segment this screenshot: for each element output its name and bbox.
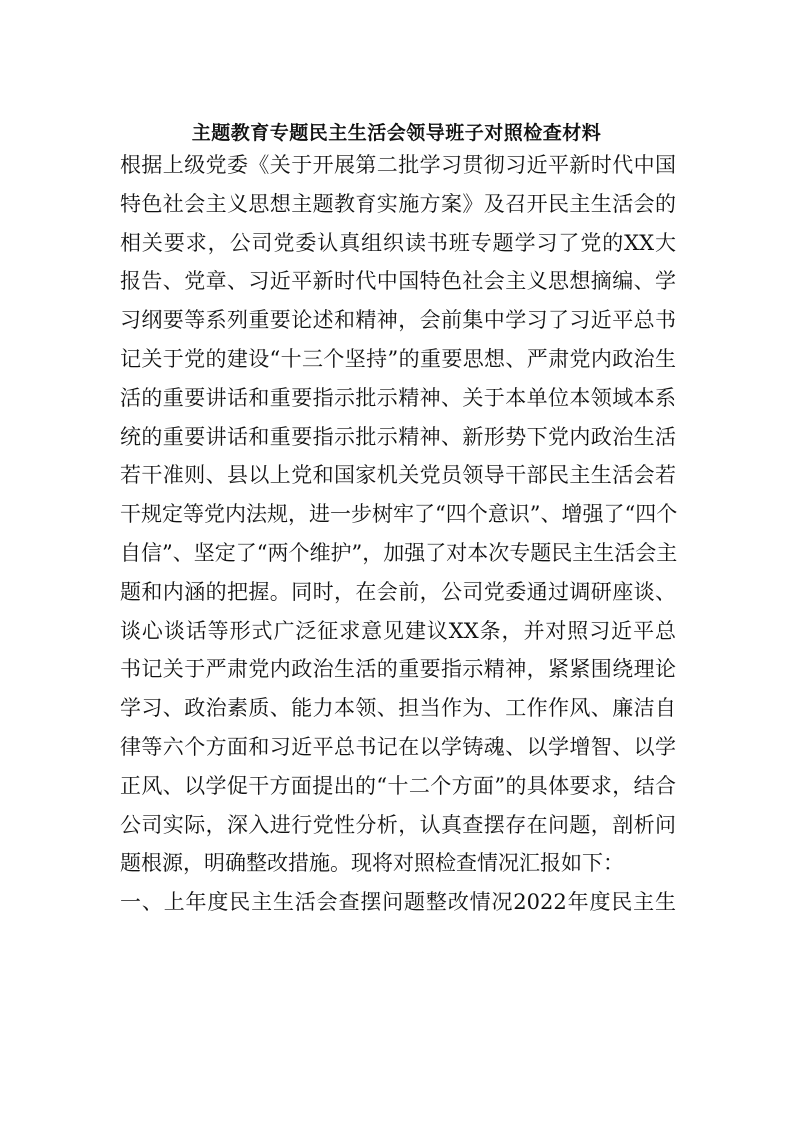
body-line: 统的重要讲话和重要指示批示精神、新形势下党内政治生活 [120, 424, 676, 449]
body-line: 特色社会主义思想主题教育实施方案》及召开民主生活会的 [120, 191, 676, 216]
body-line: 干规定等党内法规，进一步树牢了“四个意识”、增强了“四个 [120, 502, 678, 527]
body-line: 报告、党章、习近平新时代中国特色社会主义思想摘编、学 [120, 269, 676, 294]
body-line: 记关于党的建设“十三个坚持”的重要思想、严肃党内政治生 [120, 346, 676, 371]
body-line: 自信”、坚定了“两个维护”，加强了对本次专题民主生活会主 [120, 540, 678, 565]
body-line: 学习、政治素质、能力本领、担当作为、工作作风、廉洁自 [120, 696, 676, 721]
body-line: 题根源，明确整改措施。现将对照检查情况汇报如下： [120, 851, 624, 876]
body-line: 相关要求，公司党委认真组织读书班专题学习了党的XX大 [120, 230, 676, 255]
body-line: 根据上级党委《关于开展第二批学习贯彻习近平新时代中国 [120, 153, 676, 177]
document-title: 主题教育专题民主生活会领导班子对照检查材料 [191, 122, 602, 144]
body-line: 书记关于严肃党内政治生活的重要指示精神，紧紧围绕理论 [120, 657, 676, 682]
body-line: 公司实际，深入进行党性分析，认真查摆存在问题，剖析问 [120, 812, 676, 837]
body-line: 习纲要等系列重要论述和精神，会前集中学习了习近平总书 [120, 308, 676, 333]
body-line: 活的重要讲话和重要指示批示精神、关于本单位本领域本系 [120, 385, 676, 410]
body-line: 正风、以学促干方面提出的“十二个方面”的具体要求，结合 [120, 773, 676, 798]
section-heading-line: 一、上年度民主生活会查摆问题整改情况2022年度民主生 [120, 890, 676, 915]
document-body [120, 146, 676, 922]
body-line: 若干准则、县以上党和国家机关党员领导干部民主生活会若 [120, 463, 676, 488]
body-line: 律等六个方面和习近平总书记在以学铸魂、以学增智、以学 [120, 734, 676, 759]
body-line: 谈心谈话等形式广泛征求意见建议XX条，并对照习近平总 [120, 618, 676, 643]
body-line: 题和内涵的把握。同时，在会前，公司党委通过调研座谈、 [120, 579, 676, 604]
